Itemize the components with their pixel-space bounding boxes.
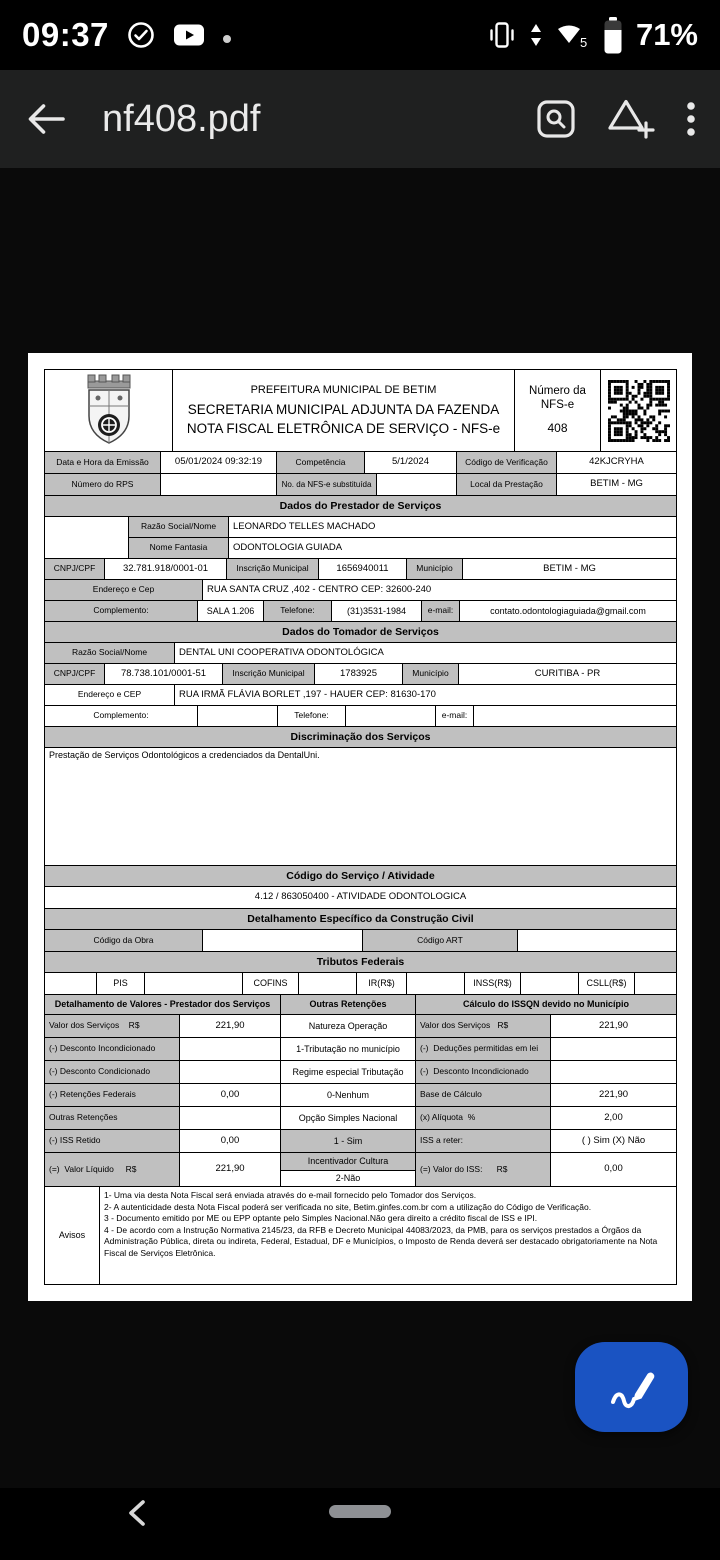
prestador-logo-space — [45, 517, 129, 559]
cofins-label: COFINS — [243, 973, 299, 995]
battery-icon — [603, 17, 623, 54]
find-in-document-button[interactable] — [528, 91, 584, 147]
add-to-drive-button[interactable] — [600, 91, 662, 147]
valores-middle-column — [281, 1015, 416, 1187]
valores-right-value: 221,90 — [551, 1015, 677, 1038]
prestador-fantasia-value: ODONTOLOGIA GUIADA — [229, 538, 677, 559]
nfse-number-value: 408 — [547, 421, 568, 436]
tomador-cnpj-value: 78.738.101/0001-51 — [105, 664, 223, 685]
local-value: BETIM - MG — [557, 474, 677, 496]
prestador-complemento-value: SALA 1.206 — [198, 601, 264, 622]
valores-right-column — [416, 1015, 677, 1187]
valores-left-value: 221,90 — [180, 1153, 281, 1187]
cofins-value — [299, 973, 357, 995]
substituida-value — [377, 474, 457, 496]
tributos-lead-cell — [45, 973, 97, 995]
org-line-3: NOTA FISCAL ELETRÔNICA DE SERVIÇO - NFS-e — [186, 421, 501, 437]
status-bar-right — [488, 17, 698, 54]
pdf-page[interactable] — [28, 353, 692, 1301]
coat-of-arms-cell — [45, 370, 173, 452]
prestador-razao-label: Razão Social/Nome — [129, 517, 229, 538]
back-gesture-chevron-icon[interactable] — [124, 1498, 150, 1528]
youtube-notification-icon — [173, 23, 205, 47]
pis-label: PIS — [97, 973, 145, 995]
prestador-fantasia-label: Nome Fantasia — [129, 538, 229, 559]
codigo-art-value — [518, 930, 677, 952]
valores-left-label: (-) ISS Retido — [45, 1130, 180, 1153]
header-title-cell — [173, 370, 515, 452]
tomador-insc-value: 1783925 — [315, 664, 403, 685]
valores-left-label: Valor dos Serviços R$ — [45, 1015, 180, 1038]
app-bar-actions — [528, 91, 704, 147]
valores-right-label: (-) Deduções permitidas em lei — [416, 1038, 551, 1061]
valores-left-column — [45, 1015, 281, 1187]
valores-left-label: (-) Desconto Condicionado — [45, 1061, 180, 1084]
status-bar — [0, 0, 720, 70]
prestador-insc-value: 1656940011 — [319, 559, 407, 580]
valores-left-value — [180, 1107, 281, 1130]
csll-label: CSLL(R$) — [579, 973, 635, 995]
tomador-razao-label: Razão Social/Nome — [45, 643, 175, 664]
gesture-nav-bar — [0, 1488, 720, 1560]
aviso-line-4: 4 - De acordo com a Instrução Normativa 2145/23, da RFB e Decreto Municipal 44083/2023, da PMB, para os serviços prestados a Órgãos da Administração Pública, direta ou indireta, Federal, Estadual, DF e Municípios, o Imposto de Renda deverá ser destacado obrigatoriamente na Nota Fiscal de Serviços Eletrônica. — [104, 1224, 658, 1258]
org-line-1: PREFEITURA MUNICIPAL DE BETIM — [250, 384, 437, 397]
valores-right-value — [551, 1038, 677, 1061]
qr-cell — [601, 370, 677, 452]
vertical-dots-icon — [684, 99, 698, 139]
inss-value — [521, 973, 579, 995]
section-discriminacao-header: Discriminação dos Serviços — [45, 727, 677, 748]
valores-left-value — [180, 1038, 281, 1061]
valores-right-label: ISS a reter: — [416, 1130, 551, 1153]
valores-right-value — [551, 1061, 677, 1084]
incentivador-cultura: Incentivador Cultura — [281, 1153, 416, 1171]
codigo-obra-value — [203, 930, 363, 952]
annotate-fab[interactable] — [575, 1342, 688, 1432]
codigo-servico-value: 4.12 / 863050400 - ATIVIDADE ODONTOLOGICA — [45, 887, 677, 909]
tomador-insc-label: Inscrição Municipal — [223, 664, 315, 685]
aviso-line-2: 2- A autenticidade desta Nota Fiscal poderá ser verificada no site, Betim.ginfes.com.br com a utilização do Código de Verificação. — [104, 1201, 592, 1212]
prestador-endereco-label: Endereço e Cep — [45, 580, 203, 601]
nfse-number-cell — [515, 370, 601, 452]
regime-nenhum: 0-Nenhum — [281, 1084, 416, 1107]
nfse-number-label: Número da NFS-e — [529, 384, 586, 411]
codigo-obra-label: Código da Obra — [45, 930, 203, 952]
document-title: nf408.pdf — [102, 97, 261, 140]
natureza-operacao: Natureza Operação — [281, 1015, 416, 1038]
prestador-municipio-value: BETIM - MG — [463, 559, 677, 580]
tributacao-municipio: 1-Tributação no município — [281, 1038, 416, 1061]
data-activity-arrows-icon — [529, 23, 543, 47]
more-notifications-dot-icon — [223, 35, 231, 43]
tomador-email-label: e-mail: — [436, 706, 474, 727]
app-bar — [0, 70, 720, 168]
valores-col2-header: Outras Retenções — [281, 995, 416, 1015]
tomador-endereco-label: Endereço e CEP — [45, 685, 175, 706]
arrow-left-icon — [22, 95, 70, 143]
battery-percent: 71% — [635, 17, 698, 52]
prestador-razao-value: LEONARDO TELLES MACHADO — [229, 517, 677, 538]
drive-add-icon — [606, 97, 656, 141]
tomador-complemento-value — [198, 706, 278, 727]
tomador-endereco-value: RUA IRMÃ FLÁVIA BORLET ,197 - HAUER CEP: 81630-170 — [175, 685, 677, 706]
valores-right-label: Base de Cálculo — [416, 1084, 551, 1107]
prestador-telefone-value: (31)3531-1984 — [332, 601, 422, 622]
search-in-page-icon — [534, 97, 578, 141]
csll-value — [635, 973, 677, 995]
regime-especial: Regime especial Tributação — [281, 1061, 416, 1084]
prestador-complemento-label: Complemento: — [45, 601, 198, 622]
incentivador-nao: 2-Não — [281, 1171, 416, 1187]
verificacao-value: 42KJCRYHA — [557, 452, 677, 474]
section-tomador-header: Dados do Tomador de Serviços — [45, 622, 677, 643]
rps-value — [161, 474, 277, 496]
ir-label: IR(R$) — [357, 973, 407, 995]
substituida-label: No. da NFS-e substituída — [277, 474, 377, 496]
competencia-label: Competência — [277, 452, 365, 474]
section-codigo-servico-header: Código do Serviço / Atividade — [45, 866, 677, 887]
valores-right-label: (-) Desconto Incondicionado — [416, 1061, 551, 1084]
section-tributos-header: Tributos Federais — [45, 952, 677, 973]
opcao-simples-nacional: Opção Simples Nacional — [281, 1107, 416, 1130]
valores-right-value: 0,00 — [551, 1153, 677, 1187]
home-pill-handle[interactable] — [329, 1505, 391, 1518]
valores-left-value — [180, 1061, 281, 1084]
prestador-telefone-label: Telefone: — [264, 601, 332, 622]
betim-coat-of-arms-logo — [76, 373, 142, 449]
rps-label: Número do RPS — [45, 474, 161, 496]
tomador-complemento-label: Complemento: — [45, 706, 198, 727]
tomador-telefone-label: Telefone: — [278, 706, 346, 727]
avisos-text-cell — [100, 1187, 677, 1285]
tomador-telefone-value — [346, 706, 436, 727]
section-prestador-header: Dados do Prestador de Serviços — [45, 496, 677, 517]
avisos-label: Avisos — [45, 1187, 100, 1285]
inss-label: INSS(R$) — [465, 973, 521, 995]
valores-left-value: 0,00 — [180, 1130, 281, 1153]
prestador-cnpj-label: CNPJ/CPF — [45, 559, 105, 580]
clock: 09:37 — [22, 16, 109, 53]
verificacao-label: Código de Verificação — [457, 452, 557, 474]
simples-sim: 1 - Sim — [281, 1130, 416, 1153]
section-construcao-header: Detalhamento Específico da Construção Civil — [45, 909, 677, 930]
valores-left-label: (-) Retenções Federais — [45, 1084, 180, 1107]
tomador-email-value — [474, 706, 677, 727]
ir-value — [407, 973, 465, 995]
prestador-email-value: contato.odontologiaguiada@gmail.com — [460, 601, 677, 622]
prestador-email-label: e-mail: — [422, 601, 460, 622]
aviso-line-1: 1- Uma via desta Nota Fiscal será enviada através do e-mail fornecido pelo Tomador dos Serviços. — [104, 1190, 477, 1200]
local-label: Local da Prestação — [457, 474, 557, 496]
tomador-municipio-label: Município — [403, 664, 459, 685]
emissao-value: 05/01/2024 09:32:19 — [161, 452, 277, 474]
aviso-line-3: 3 - Documento emitido por ME ou EPP optante pelo Simples Nacional.Não gera direito a crédito fiscal de ISS e IPI. — [104, 1213, 538, 1223]
prestador-cnpj-value: 32.781.918/0001-01 — [105, 559, 227, 580]
tomador-municipio-value: CURITIBA - PR — [459, 664, 677, 685]
check-circle-notification-icon — [127, 21, 155, 49]
org-line-2: SECRETARIA MUNICIPAL ADJUNTA DA FAZENDA — [187, 401, 500, 417]
invoice-table — [44, 369, 677, 1285]
valores-left-value: 0,00 — [180, 1084, 281, 1107]
prestador-insc-label: Inscrição Municipal — [227, 559, 319, 580]
valores-col3-header: Cálculo do ISSQN devido no Município — [416, 995, 677, 1015]
valores-right-label: (x) Alíquota % — [416, 1107, 551, 1130]
prestador-municipio-label: Município — [407, 559, 463, 580]
back-button[interactable] — [16, 89, 76, 149]
status-bar-left — [22, 16, 231, 54]
valores-right-label: (=) Valor do ISS: R$ — [416, 1153, 551, 1187]
qr-code — [608, 380, 670, 442]
overflow-menu-button[interactable] — [678, 93, 704, 145]
discriminacao-text: Prestação de Serviços Odontológicos a credenciados da DentalUni. — [45, 748, 677, 866]
pis-value — [145, 973, 243, 995]
valores-right-value: ( ) Sim (X) Não — [551, 1130, 677, 1153]
wifi-5-icon — [556, 22, 590, 49]
valores-col1-header: Detalhamento de Valores - Prestador dos Serviços — [45, 995, 281, 1015]
valores-left-label: (=) Valor Líquido R$ — [45, 1153, 180, 1187]
tomador-cnpj-label: CNPJ/CPF — [45, 664, 105, 685]
valores-left-label: Outras Retenções — [45, 1107, 180, 1130]
codigo-art-label: Código ART — [363, 930, 518, 952]
emissao-label: Data e Hora da Emissão — [45, 452, 161, 474]
valores-right-value: 2,00 — [551, 1107, 677, 1130]
valores-left-value: 221,90 — [180, 1015, 281, 1038]
vibrate-icon — [488, 20, 516, 50]
valores-right-value: 221,90 — [551, 1084, 677, 1107]
valores-left-label: (-) Desconto Incondicionado — [45, 1038, 180, 1061]
tomador-razao-value: DENTAL UNI COOPERATIVA ODONTOLÓGICA — [175, 643, 677, 664]
svg-text:5: 5 — [579, 34, 588, 49]
competencia-value: 5/1/2024 — [365, 452, 457, 474]
valores-right-label: Valor dos Serviços R$ — [416, 1015, 551, 1038]
signature-pen-icon — [606, 1361, 658, 1413]
prestador-endereco-value: RUA SANTA CRUZ ,402 - CENTRO CEP: 32600-240 — [203, 580, 677, 601]
